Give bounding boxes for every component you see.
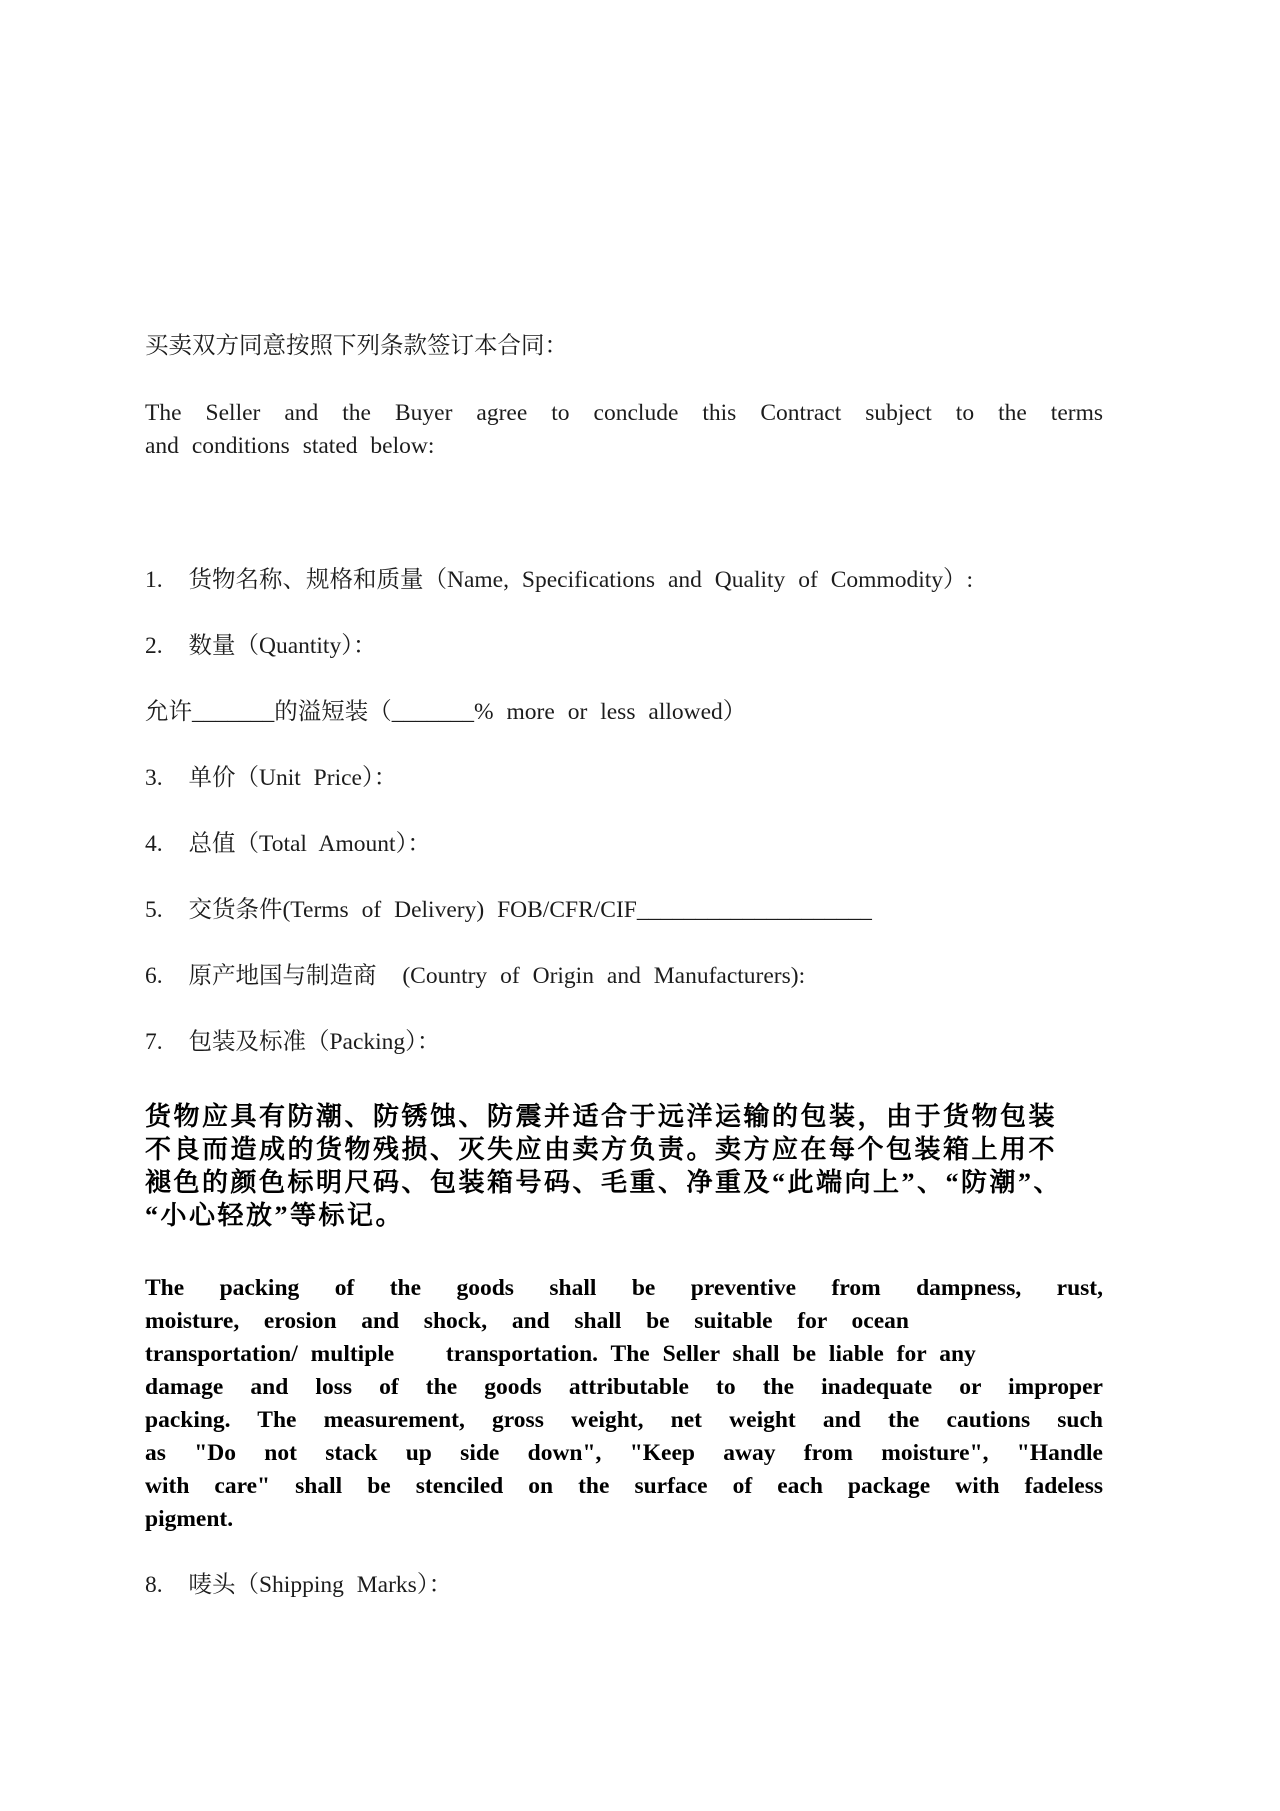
- clause-1-commodity: [145, 564, 1103, 597]
- clause-2-text: 2. 数量（Quantity）：: [145, 633, 377, 659]
- intro-en-line-1: The Seller and the Buyer agree to conclude this Contract subject to the terms: [145, 400, 1103, 426]
- clause-3-unit-price: [145, 762, 1103, 795]
- clause-6-text: 6. 原产地国与制造商 (Country of Origin and Manufacturers):: [145, 963, 806, 989]
- packing-clause-en: [145, 1272, 1103, 1536]
- intro-en-line-2: and conditions stated below:: [145, 433, 435, 459]
- clause-allowance-text: 允许_______的溢短装（_______% more or less allowed）: [145, 699, 747, 725]
- packing-clause-zh: [145, 1100, 1103, 1232]
- packing-en-line-6: as "Do not stack up side down", "Keep away from moisture", "Handle: [145, 1440, 1103, 1466]
- clause-5-terms-of-delivery: [145, 894, 1103, 927]
- clause-7-text: 7. 包装及标准（Packing）：: [145, 1029, 441, 1055]
- intro-zh-text: 买卖双方同意按照下列条款签订本合同：: [145, 333, 568, 359]
- packing-en-line-8: pigment.: [145, 1506, 234, 1532]
- clause-3-text: 3. 单价（Unit Price）：: [145, 765, 398, 791]
- clause-8-text: 8. 唛头（Shipping Marks）：: [145, 1572, 453, 1598]
- clause-quantity-allowance: [145, 696, 1103, 729]
- packing-zh-line-3: 褪色的颜色标明尺码、包装箱号码、毛重、净重及“此端向上”、“防潮”、: [145, 1168, 1063, 1197]
- intro-zh: [145, 330, 1103, 363]
- clause-1-text: 1. 货物名称、规格和质量（Name, Specifications and Quality of Commodity）:: [145, 567, 974, 593]
- packing-en-line-5: packing. The measurement, gross weight, net weight and the cautions such: [145, 1407, 1103, 1433]
- packing-en-line-2: moisture, erosion and shock, and shall be suitable for ocean: [145, 1308, 909, 1334]
- packing-en-line-4: damage and loss of the goods attributable to the inadequate or improper: [145, 1374, 1103, 1400]
- clause-5-text: 5. 交货条件(Terms of Delivery) FOB/CFR/CIF____________________: [145, 897, 872, 923]
- clause-4-total-amount: [145, 828, 1103, 861]
- clause-2-quantity: [145, 630, 1103, 663]
- clause-7-packing: [145, 1026, 1103, 1059]
- packing-en-line-7: with care" shall be stenciled on the surface of each package with fadeless: [145, 1473, 1103, 1499]
- clause-6-origin-manufacturers: [145, 960, 1103, 993]
- packing-zh-line-2: 不良而造成的货物残损、灭失应由卖方负责。卖方应在每个包装箱上用不: [145, 1135, 1058, 1164]
- intro-en: [145, 397, 1103, 463]
- packing-zh-line-4: “小心轻放”等标记。: [145, 1201, 405, 1230]
- clause-4-text: 4. 总值（Total Amount）：: [145, 831, 431, 857]
- packing-en-line-3: transportation/ multiple transportation. The Seller shall be liable for any: [145, 1341, 976, 1367]
- clause-8-shipping-marks: [145, 1569, 1103, 1602]
- packing-en-line-1: The packing of the goods shall be preventive from dampness, rust,: [145, 1275, 1103, 1301]
- packing-zh-line-1: 货物应具有防潮、防锈蚀、防震并适合于远洋运输的包装，由于货物包装: [145, 1102, 1058, 1131]
